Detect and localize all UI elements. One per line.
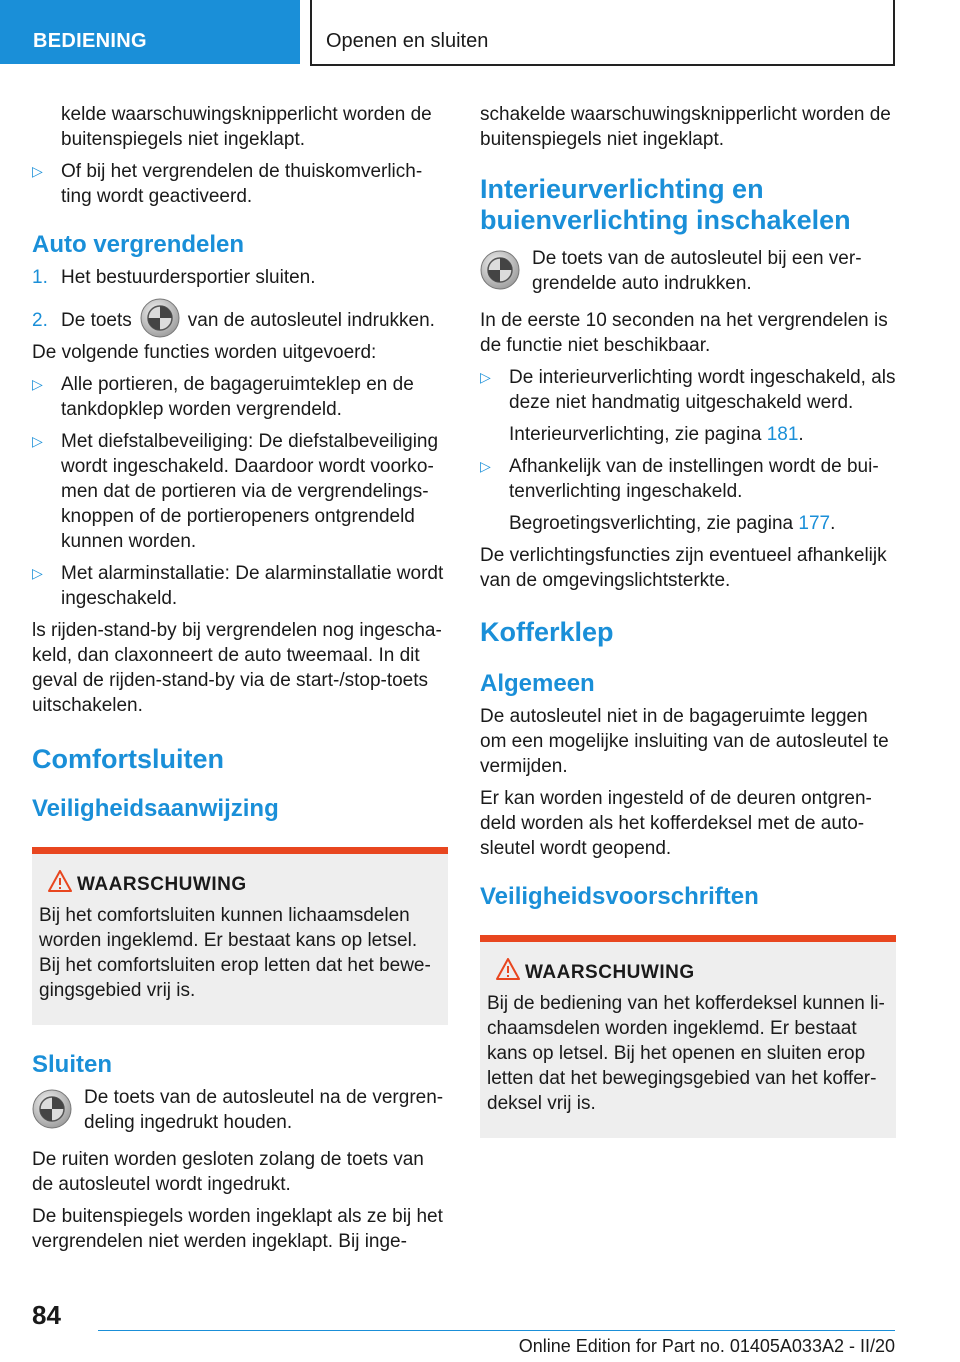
page-link[interactable]: 181 (766, 424, 799, 445)
section-tab: BEDIENING (0, 0, 300, 64)
key-lock-button-icon (32, 1089, 72, 1129)
warning-triangle-icon (48, 870, 72, 892)
triangle-right-icon: ▷ (32, 376, 43, 392)
list-item: ▷ Met alarminstallatie: De alarminstallatie wordt ingeschakeld. (32, 563, 444, 609)
key-instruction: De toets van de autosleutel bij een ver-grendelde auto indrukken. (480, 246, 896, 296)
footer-rule (98, 1330, 895, 1331)
key-instruction: De toets van de autosleutel na de vergren-deling ingedrukt houden. (32, 1085, 448, 1135)
edition-note: Online Edition for Part no. 01405A033A2 - II/20 (518, 1336, 895, 1356)
left-column (32, 102, 448, 1261)
warning-title: WAARSCHUWING (77, 874, 247, 895)
continued-paragraph: kelde waarschuwingsknipperlicht worden de buitenspiegels niet ingeklapt. (61, 104, 432, 150)
list-item: ▷ Alle portieren, de bagageruimteklep en de tankdopklep worden vergrendeld. (32, 374, 414, 420)
closing-paragraph-2: De buitenspiegels worden ingeklapt als ze bij het vergrendelen niet werden ingeklapt. Bij inge- (32, 1206, 443, 1252)
chapter-title: Openen en sluiten (326, 30, 489, 52)
page-number: 84 (32, 1300, 61, 1330)
step-number: 1. (32, 267, 48, 288)
closing-paragraph-1: De ruiten worden gesloten zolang de toets van de autosleutel wordt ingedrukt. (32, 1149, 424, 1195)
functions-intro: De volgende functies worden uitgevoerd: (32, 342, 377, 363)
warning-text: Bij het comfortsluiten kunnen lichaamsdelen worden ingeklemd. Er bestaat kans op letsel. Bij het comfortsluiten erop letten dat het bewe-gingsgebied vrij is. (39, 905, 431, 1001)
header-divider (310, 0, 312, 66)
list-item: ▷ Of bij het vergrendelen de thuiskomverlich-ting wordt geactiveerd. (32, 161, 423, 207)
header-divider-right (893, 0, 895, 66)
list-item: ▷ Met diefstalbeveiliging: De diefstalbeveiliging wordt ingeschakeld. Daardoor wordt voorko-men dat de portieren via de vergrendelings-knoppen of de portieropeners ontgrendeld kunnen worden. (32, 431, 439, 552)
heading-interior-lighting: Interieurverlichting en buienverlichting inschakelen (480, 174, 851, 235)
triangle-right-icon: ▷ (32, 433, 43, 449)
heading-safety-note: Veiligheidsaanwijzing (32, 795, 279, 822)
triangle-right-icon: ▷ (32, 163, 43, 179)
general-paragraph-2: Er kan worden ingesteld of de deuren ontgren-deld worden als het kofferdeksel met de auto-sleutel wordt geopend. (480, 788, 872, 859)
page-link[interactable]: 177 (798, 513, 831, 534)
warning-text: Bij de bediening van het kofferdeksel kunnen li-chaamsdelen worden ingeklemd. Er bestaat kans op letsel. Bij het openen en sluiten erop letten dat het bewegingsgebied van het koffer-deksel vrij is. (487, 993, 885, 1114)
heading-general: Algemeen (480, 670, 595, 697)
cross-reference: Interieurverlichting, zie pagina 181. (509, 424, 804, 445)
cross-reference: Begroetingsverlichting, zie pagina 177. (509, 513, 836, 534)
list-item: ▷ De interieurverlichting wordt ingeschakeld, als deze niet handmatig uitgeschakeld werd. (480, 367, 896, 413)
continued-paragraph: schakelde waarschuwingsknipperlicht worden de buitenspiegels niet ingeklapt. (480, 104, 891, 150)
heading-trunk-lid: Kofferklep (480, 617, 614, 647)
lights-paragraph: De verlichtingsfuncties zijn eventueel afhankelijk van de omgevingslichtsterkte. (480, 545, 887, 591)
heading-comfort-close: Comfortsluiten (32, 744, 224, 774)
triangle-right-icon: ▷ (480, 458, 491, 474)
warning-triangle-icon (496, 958, 520, 980)
triangle-right-icon: ▷ (480, 369, 491, 385)
right-column (480, 102, 896, 1150)
key-lock-button-icon (480, 250, 520, 290)
heading-closing: Sluiten (32, 1051, 113, 1078)
interior-paragraph: In de eerste 10 seconden na het vergrendelen is de functie niet beschikbaar. (480, 310, 888, 356)
general-paragraph-1: De autosleutel niet in de bagageruimte leggen om een mogelijke insluiting van de autosleutel te vermijden. (480, 706, 889, 777)
standby-paragraph: ls rijden-stand-by bij vergrendelen nog ingescha-keld, dan claxonneert de auto tweemaal. In dit geval de rijden-stand-by via de start-/stop-toets uitschakelen. (32, 620, 442, 716)
header-rule (310, 64, 895, 66)
page-header (0, 0, 960, 66)
key-lock-button-icon (140, 298, 180, 338)
step-2: 2. De toets van de autosleutel indrukken. (32, 308, 448, 333)
list-item: ▷ Afhankelijk van de instellingen wordt de bui-tenverlichting ingeschakeld. (480, 456, 879, 502)
warning-box (32, 847, 448, 1025)
heading-safety-regulations: Veiligheidsvoorschriften (480, 883, 759, 910)
triangle-right-icon: ▷ (32, 565, 43, 581)
heading-lock-car: Auto vergrendelen (32, 231, 245, 258)
warning-title: WAARSCHUWING (525, 962, 695, 983)
step-1: 1. Het bestuurdersportier sluiten. (32, 267, 316, 288)
step-number: 2. (32, 310, 48, 331)
warning-box (480, 935, 896, 1138)
